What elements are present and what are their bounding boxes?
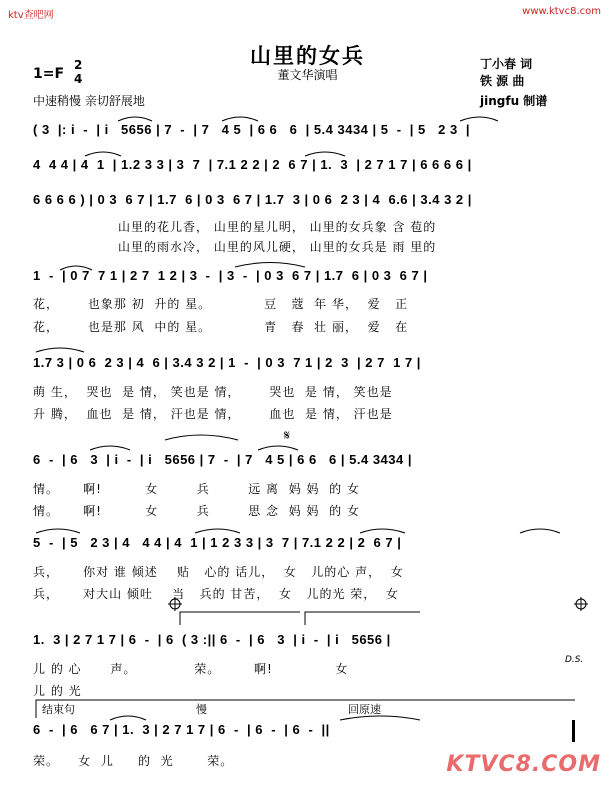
final-barline xyxy=(572,720,575,742)
tie-arc xyxy=(60,266,92,270)
tie-arc xyxy=(36,529,80,533)
watermark-left: ktv查吧网 xyxy=(8,10,54,21)
notation-row-9: 6 - | 6 6 7 | 1. 3 | 2 7 1 7 | 6 - | 6 - | 6 - || xyxy=(33,722,330,737)
notation-row-8: 1. 3 | 2 7 1 7 | 6 - | 6 ( 3 :|| 6 - | 6 3 | i - | i 5656 | xyxy=(33,632,391,647)
return-tempo-label: 回原速 xyxy=(348,703,381,716)
tie-arc xyxy=(258,446,298,450)
ending-label: 结束句 xyxy=(42,703,75,716)
key-signature: 1=F xyxy=(33,66,65,82)
tempo-marking: 中速稍慢 亲切舒展地 xyxy=(33,94,145,108)
tie-arc xyxy=(360,529,405,533)
notation-row-7: 5 - | 5 2 3 | 4 4 4 | 4 1 | 1 2 3 3 | 3 7 | 7.1 2 2 | 2 6 7 | xyxy=(33,535,402,550)
notation-row-4: 1 - | 0 7 7 1 | 2 7 1 2 | 3 - | 3 - | 0 3 6 7 | 1.7 6 | 0 3 6 7 | xyxy=(33,268,428,283)
song-title: 山里的女兵 xyxy=(250,43,365,68)
lyrics-row-7-verse-1: 兵， 你对 谁 倾述 贴 心的 话儿， 女 儿的心 声， 女 xyxy=(33,565,404,579)
tie-arc xyxy=(165,435,238,440)
tie-arc xyxy=(340,716,420,720)
tie-arc xyxy=(90,446,130,450)
notation-row-5: 1.7 3 | 0 6 2 3 | 4 6 | 3.4 3 2 | 1 - | 0 3 7 1 | 2 3 | 2 7 1 7 | xyxy=(33,355,421,370)
ds-marking: D.S. xyxy=(565,655,584,665)
arranger: jingfu 制谱 xyxy=(480,94,548,108)
lyrics-row-3-verse-2: 山里的雨水冷， 山里的风儿硬， 山里的女兵是 雨 里的 xyxy=(118,240,437,254)
tie-arc xyxy=(110,716,146,720)
lyrics-row-9: 荣。 女 儿 的 光 荣。 xyxy=(33,754,234,768)
lyrics-row-4-verse-1: 花， 也象那 初 升的 星。 豆 蔻 年 华， 爱 正 xyxy=(33,297,409,311)
song-performer: 董文华演唱 xyxy=(277,68,338,82)
notation-row-2: 4 4 4 | 4 1 | 1.2 3 3 | 3 7 | 7.1 2 2 | 2 6 7 | 1. 3 | 2 7 1 7 | 6 6 6 6 | xyxy=(33,157,472,172)
tie-arc xyxy=(195,529,240,533)
second-ending-bracket xyxy=(305,612,420,625)
tie-arc xyxy=(85,152,121,156)
lyrics-row-5-verse-1: 萌 生， 哭也 是 情， 笑也是 情， 哭也 是 情， 笑也是 xyxy=(33,385,393,399)
tie-arc xyxy=(460,117,498,121)
tie-arc xyxy=(520,529,560,533)
lyrics-row-4-verse-2: 花， 也是那 风 中的 星。 青 春 壮 丽， 爱 在 xyxy=(33,320,409,334)
lyrics-row-8-verse-1: 儿 的 心 声。 荣。 啊! 女 xyxy=(33,662,349,676)
watermark-right: www.ktvc8.com xyxy=(522,6,601,17)
tie-arc xyxy=(235,263,305,268)
segno-icon: 𝄋 xyxy=(284,428,291,444)
lyricist: 丁小春 词 xyxy=(480,57,533,71)
first-ending-bracket xyxy=(180,612,300,625)
lyrics-row-5-verse-2: 升 腾， 血也 是 情， 汗也是 情， 血也 是 情， 汗也是 xyxy=(33,407,393,421)
notation-row-1: ( 3 |: i - | i 5656 | 7 - | 7 4 5 | 6 6 6 | 5.4 3434 | 5 - | 5 2 3 | xyxy=(33,122,471,137)
lyrics-row-8-verse-2: 儿 的 光 xyxy=(33,684,82,698)
lyrics-row-7-verse-2: 兵， 对大山 倾吐 当 兵的 甘苦， 女 儿的光 荣， 女 xyxy=(33,587,399,601)
lyrics-row-3-verse-1: 山里的花儿香， 山里的星儿明， 山里的女兵象 含 苞的 xyxy=(118,220,437,234)
time-signature-bottom: 4 xyxy=(74,72,83,86)
time-signature-top: 2 xyxy=(74,58,83,72)
tie-arc xyxy=(118,117,152,121)
ending-bracket xyxy=(36,700,575,718)
notation-row-3: 6 6 6 6 ) | 0 3 6 7 | 1.7 6 | 0 3 6 7 | 1.7 3 | 0 6 2 3 | 4 6.6 | 3.4 3 2 | xyxy=(33,192,472,207)
lyrics-row-6-verse-2: 情。 啊! 女 兵 思 念 妈 妈 的 女 xyxy=(33,504,360,518)
slow-label: 慢 xyxy=(196,703,207,716)
tie-arc xyxy=(222,117,258,121)
lyrics-row-6-verse-1: 情。 啊! 女 兵 远 离 妈 妈 的 女 xyxy=(33,482,360,496)
notation-row-6: 6 - | 6 3 | i - | i 5656 | 7 - | 7 4 5 | 6 6 6 | 5.4 3434 | xyxy=(33,452,412,467)
tie-arc xyxy=(36,348,84,352)
tie-arc xyxy=(305,152,345,156)
site-logo: KTVC8.COM xyxy=(446,752,601,777)
composer: 铁 源 曲 xyxy=(480,74,525,88)
